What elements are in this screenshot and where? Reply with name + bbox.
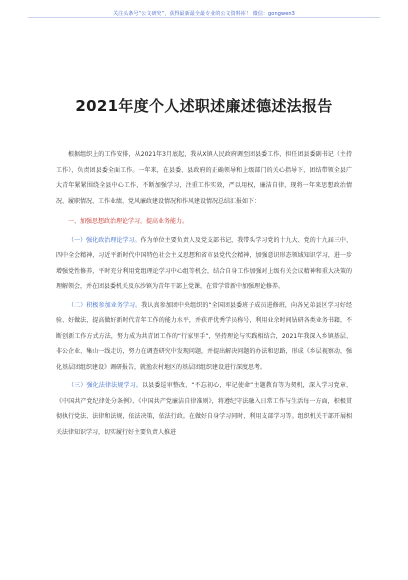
- paragraph-3-lead: （三）强化法律法规学习。: [68, 382, 143, 389]
- paragraph-3: [56, 378, 352, 440]
- section-heading: 一、加强思想政治理论学习，提高业务能力。: [68, 218, 189, 225]
- paragraph-3-body: 以县委巡审整改、“不忘初心，牢记使命”主题教育等为契机，深入学习党章、《中国共产党纪律处分条例》、《中国共产党廉洁自律准则》，将遵纪守法融入日常工作与生活每一方面，积极贯彻执行党法、法律和法规，依法决策，依法行政。在做好自身学习同时，利用支部学习等。组织机关干部开展相关法律知识学习，切实履行好主要负责人推进: [56, 382, 352, 436]
- paragraph-2: [56, 298, 352, 376]
- banner-text[interactable]: 关注头条号“公文研究”，获得最新最全最专业的公文资料库！ 微信：gongwen3: [113, 11, 295, 17]
- paragraph-1: [56, 233, 352, 295]
- spacer: [56, 209, 352, 212]
- document-body: [56, 147, 352, 440]
- intro-paragraph: 根据组织上的工作安排，从2021年3月底起，我从X镇人民政府调至团县委工作，担任团县委副书记（主持工作），负责团县委全面工作。一年来，在县委、县政府的正确领导和上级部门的关心指导下，团结带领全县广大青年紧紧围绕全县中心工作，不断加强学习，注重工作实效，严以用权，廉洁自律，现将一年来思想政治情况、履职情况、工作业绩、党风廉政建设情况和作风建设情况总结汇报如下：: [56, 151, 352, 205]
- paragraph-1-body: 作为单位主要负责人及党支部书记，我带头学习党的十九大、党的十九届三中、四中全会精神，习近平新时代中国特色社会主义思想和省市县党代会精神，加强意识形态领域知识学习，进一步增强党性修养，平时充分利用党组理论学习中心组等机会，结合自身工作加强对上级有关会议精神和重大决策的理解领会，并在团县委机关及东沙镇为青年干部上党课，在常学常新中加强理论修养。: [56, 236, 352, 290]
- paragraph-1-lead: （一）强化政治理论学习。: [68, 236, 141, 244]
- top-banner: [0, 0, 408, 22]
- document-title: 2021年度个人述职述廉述德述法报告: [75, 97, 333, 115]
- paragraph-2-lead: （二）积极参加业务学习。: [68, 301, 142, 309]
- banner-divider: [28, 17, 380, 18]
- paragraph-2-body: 我认真参加团中央组织的“全国团县委班子成员进修班，向各兄弟县区学习好经验、好做法，提高做好新时代青年工作的能力水平，并获评优秀学员称号，利用业余时间钻研各类业务书籍，不断创新工作方式方法，努力成为共青团工作的“行家里手”，坚持理论与实践相结合，2021年我深入乡镇基层、非公企业、集山一线走访，努力在调查研究中发现问题，并提出解决问题的办法和思路，形成《乡层视察动，强化基层团组织建设》调研报告，就渔农村地区的基层团组织建设进行深度思考。: [56, 301, 352, 371]
